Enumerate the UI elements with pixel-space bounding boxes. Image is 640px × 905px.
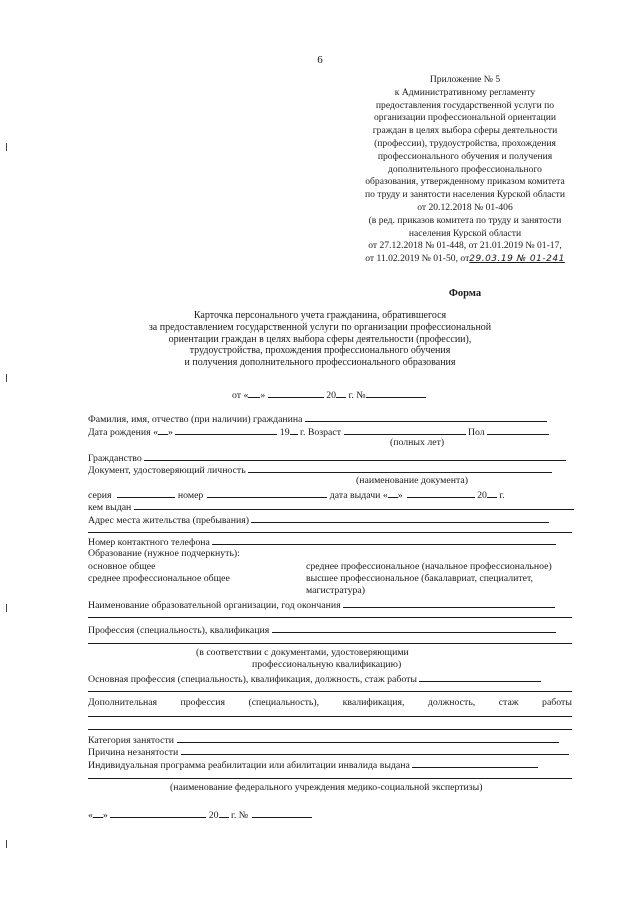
profession-label: Профессия (специальность), квалификация [88, 625, 270, 636]
appendix-line: населения Курской области [408, 227, 522, 239]
bottom-number-label: г. № [228, 810, 249, 821]
appendix-line: от 11.02.2019 № 01-50, от [365, 253, 470, 265]
phone-row [88, 535, 556, 549]
profession-row [88, 623, 556, 637]
appendix-line: организации профессиональной ориентации [374, 112, 556, 124]
series-label: серия [88, 490, 112, 501]
appendix-line: образования, утвержденному приказом комитета [365, 176, 565, 188]
birth-date-label: Дата рождения « [88, 427, 158, 438]
birth-row [88, 425, 549, 439]
series-input[interactable] [117, 488, 175, 498]
extra-profession-word: стаж [498, 697, 519, 708]
bottom-number-field[interactable] [252, 808, 312, 818]
rehab-caption: (наименование федерального учреждения медико-социальной экспертизы) [170, 782, 483, 793]
birth-year-field[interactable] [290, 425, 298, 435]
rehab-row [88, 758, 538, 772]
extra-profession-word: (специальность), [248, 697, 320, 708]
title-line: Карточка персонального учета гражданина, обратившегося [193, 310, 447, 321]
edu-org-continuation-line[interactable] [88, 617, 572, 618]
issued-by-label: кем выдан [88, 502, 132, 513]
appendix-line: от 27.12.2018 № 01-448, от 21.01.2019 № 01-17, [368, 240, 562, 252]
gender-label: Пол [465, 427, 485, 438]
age-label: г. Возраст [297, 427, 342, 438]
appendix-line: (профессии), трудоустройства, прохождения [374, 137, 556, 149]
number-label: г. № [346, 390, 366, 401]
month-field[interactable] [268, 388, 324, 398]
main-profession-row [88, 672, 541, 686]
issue-year-label: 20 [474, 490, 487, 501]
bottom-date-line [88, 808, 312, 822]
main-profession-continuation-line[interactable] [88, 691, 572, 692]
appendix-line: граждан в целях выбора сферы деятельности [372, 125, 558, 137]
main-profession-label: Основная профессия (специальность), квалификация, должность, стаж работы [88, 674, 417, 685]
day-field[interactable] [248, 388, 260, 398]
issue-day-field[interactable] [388, 488, 398, 498]
id-doc-label: Документ, удостоверяющий личность [88, 465, 246, 476]
handwritten-amendment: 29.03.19 № 01-241 [469, 254, 565, 265]
rehab-label: Индивидуальная программа реабилитации или абилитации инвалида выдана [88, 760, 410, 771]
edu-org-row [88, 598, 555, 612]
extra-profession-word: квалификация, [342, 697, 405, 708]
doc-number-label: номер [175, 490, 204, 501]
birth-month-field[interactable] [175, 425, 277, 435]
citizenship-input[interactable] [144, 451, 566, 461]
extra-profession-word: должность, [427, 697, 476, 708]
id-doc-caption: (наименование документа) [356, 475, 468, 486]
bottom-q-open: « [88, 810, 93, 821]
page-number: 6 [317, 54, 323, 66]
margin-mark [6, 143, 7, 151]
appendix-line: к Административному регламенту [394, 86, 536, 98]
birth-year-label: 19 [277, 427, 290, 438]
address-label: Адрес места жительства (пребывания) [88, 515, 250, 526]
phone-label: Номер контактного телефона [88, 537, 210, 548]
margin-mark [6, 840, 7, 848]
age-input[interactable] [344, 425, 466, 435]
edu-org-label: Наименование образовательной организации, год окончания [88, 600, 341, 611]
appendix-line: Приложение № 5 [429, 74, 501, 85]
margin-mark [6, 604, 7, 612]
appendix-line: (в ред. приказов комитета по труду и занятости [368, 214, 562, 226]
appendix-line: по труду и занятости населения Курской области [364, 189, 566, 201]
form-label: Форма [448, 288, 482, 299]
bottom-day-field[interactable] [93, 808, 103, 818]
citizenship-label: Гражданство [88, 453, 142, 464]
unemployment-reason-label: Причина незанятости [88, 747, 179, 758]
issue-year-field[interactable] [487, 488, 497, 498]
extra-profession-line-2[interactable] [88, 729, 572, 730]
fio-input[interactable] [305, 412, 547, 422]
unemployment-reason-input[interactable] [181, 745, 569, 755]
form-title [0, 310, 640, 369]
rehab-continuation-line[interactable] [88, 778, 572, 779]
phone-input[interactable] [212, 535, 556, 545]
date-label: » [260, 390, 268, 401]
id-doc-input[interactable] [248, 463, 552, 473]
issue-g: г. [496, 490, 505, 501]
edu-option-mid-prof[interactable]: среднее профессиональное общее [88, 573, 230, 584]
issue-q: » [397, 490, 403, 501]
profession-continuation-line[interactable] [88, 643, 572, 644]
edu-option-higher-cont: магистратура) [306, 585, 366, 596]
title-line: ориентации граждан в целях выбора сферы деятельности (профессии), [168, 333, 472, 345]
appendix-header [345, 74, 585, 266]
bottom-month-field[interactable] [110, 808, 206, 818]
appendix-line: профессионального обучения и получения [377, 150, 553, 162]
edu-option-higher[interactable]: высшее профессиональное (бакалавриат, специалитет, [306, 573, 533, 584]
main-profession-input[interactable] [419, 672, 541, 682]
edu-option-basic[interactable]: основное общее [88, 561, 156, 572]
bottom-year-field[interactable] [219, 808, 229, 818]
address-row [88, 513, 549, 527]
address-continuation-line[interactable] [88, 532, 572, 533]
bottom-q-close: » [102, 810, 111, 821]
fio-row [88, 412, 547, 426]
profession-caption-1: (в соответствии с документами, удостоверяющими [196, 647, 409, 658]
edu-option-mid-prof-initial[interactable]: среднее профессиональное (начальное профессиональное) [306, 561, 552, 572]
profession-caption-2: профессиональную квалификацию) [252, 659, 402, 670]
date-prefix: от « [232, 390, 249, 401]
appendix-line: дополнительного профессионального [388, 163, 542, 175]
year-label: 20 [323, 390, 337, 401]
edu-org-input[interactable] [343, 598, 555, 608]
extra-profession-word: Дополнительная [88, 697, 158, 708]
issued-by-input[interactable] [134, 500, 574, 510]
issued-by-row [88, 500, 574, 514]
issue-date-label: дата выдачи « [327, 490, 388, 501]
appendix-last-line [345, 253, 585, 266]
rehab-input[interactable] [412, 758, 538, 768]
full-years-caption: (полных лет) [390, 437, 445, 448]
issue-month-field[interactable] [407, 488, 475, 498]
title-line: за предоставлением государственной услуги по организации профессиональной [148, 321, 492, 333]
profession-input[interactable] [272, 623, 556, 633]
address-input[interactable] [251, 513, 549, 523]
margin-mark [6, 374, 7, 382]
title-line: и получения дополнительного профессионального образования [184, 357, 456, 369]
employment-category-label: Категория занятости [88, 735, 175, 746]
id-doc-row [88, 463, 552, 477]
bottom-year-label: 20 [206, 810, 219, 821]
appendix-line: предоставления государственной услуги по [375, 99, 555, 111]
fio-label: Фамилия, имя, отчество (при наличии) гражданина [88, 414, 303, 425]
extra-profession-word: профессия [180, 697, 225, 708]
card-date-line [232, 388, 426, 402]
card-number-field[interactable] [366, 388, 426, 398]
extra-profession-word: работы [542, 697, 572, 708]
employment-category-input[interactable] [177, 733, 559, 743]
doc-number-input[interactable] [207, 488, 327, 498]
extra-profession-row [88, 697, 572, 709]
education-label: Образование (нужное подчеркнуть): [88, 548, 240, 559]
birth-q: » [167, 427, 176, 438]
unemployment-reason-row [88, 745, 569, 759]
title-line: трудоустройства, прохождения профессионального обучения [189, 345, 451, 357]
appendix-line: от 20.12.2018 № 01-406 [417, 201, 513, 213]
gender-input[interactable] [487, 425, 549, 435]
extra-profession-line-1[interactable] [88, 716, 572, 717]
year-field[interactable] [336, 388, 346, 398]
birth-day-field[interactable] [158, 425, 168, 435]
